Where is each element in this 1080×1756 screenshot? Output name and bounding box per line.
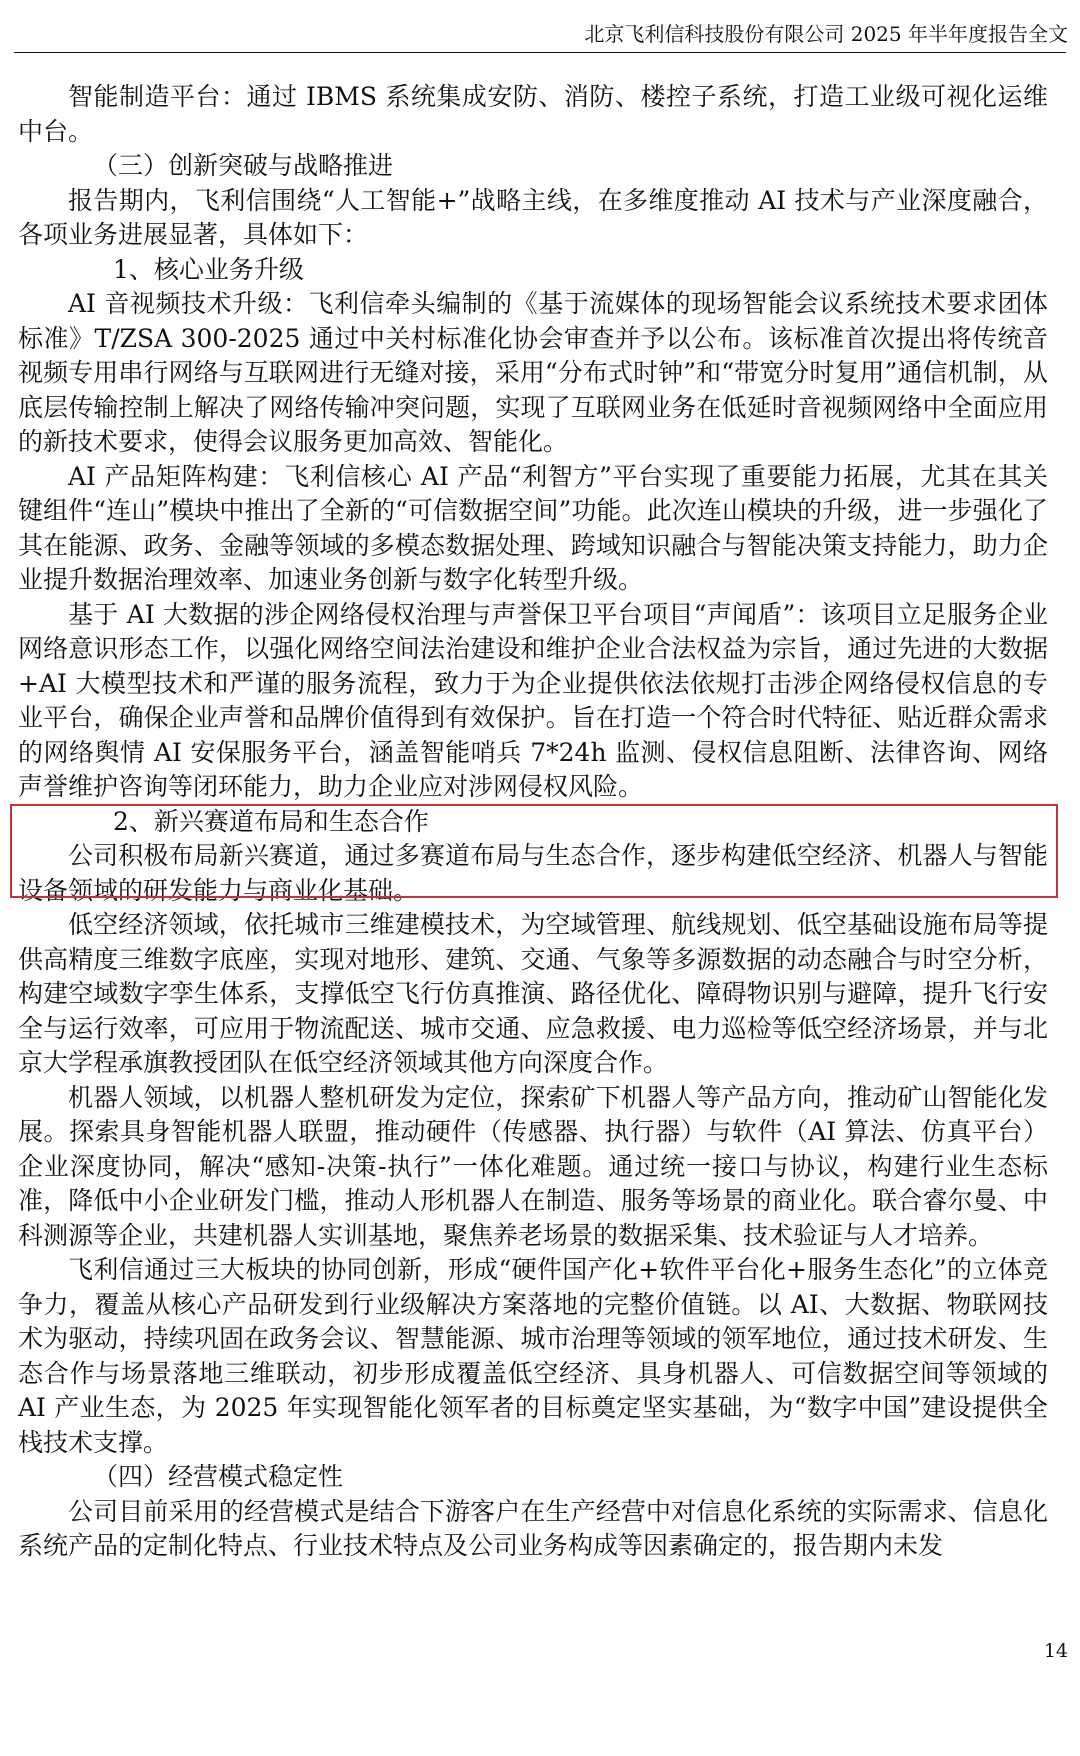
section-heading-innovation: （三）创新突破与战略推进 [93,151,394,180]
paragraph-manufacturing-platform: 智能制造平台：通过 IBMS 系统集成安防、消防、楼控子系统，打造工业级可视化运维中台。 [18,82,1048,146]
paragraph-synergy: 飞利信通过三大板块的协同创新，形成“硬件国产化+软件平台化+服务生态化”的立体竞争力，覆盖从核心产品研发到行业级解决方案落地的完整价值链。以 AI、大数据、物联网技术为驱动，持续巩固在政务会议、智慧能源、城市治理等领域的领军地位，通过技术研发、生态合作与场景落地三维联动，初步形成覆盖低空经济、具身机器人、可信数据空间等领域的 AI 产业生态，为 2025 年实现智能化领军者的目标奠定坚实基础，为“数字中国”建设提供全栈技术支撑。 [18,1255,1048,1457]
paragraph-ai-product-matrix: AI 产品矩阵构建：飞利信核心 AI 产品“利智方”平台实现了重要能力拓展，尤其在其关键组件“连山”模块中推出了全新的“可信数据空间”功能。此次连山模块的升级，进一步强化了其在能源、政务、金融等领域的多模态数据处理、跨域知识融合与智能决策支持能力，助力企业提升数据治理效率、加速业务创新与数字化转型升级。 [18,461,1048,594]
paragraph-low-altitude-economy: 低空经济领域，依托城市三维建模技术，为空域管理、航线规划、低空基础设施布局等提供高精度三维数字底座，实现对地形、建筑、交通、气象等多源数据的动态融合与时空分析，构建空域数字孪生体系，支撑低空飞行仿真推演、路径优化、障碍物识别与避障，提升飞行安全与运行效率，可应用于物流配送、城市交通、应急救援、电力巡检等低空经济场景，并与北京大学程承旗教授团队在低空经济领域其他方向深度合作。 [18,910,1048,1077]
subheading-emerging-tracks: 2、新兴赛道布局和生态合作 [113,806,429,836]
subheading-core-business: 1、核心业务升级 [113,254,304,284]
paragraph-business-model: 公司目前采用的经营模式是结合下游客户在生产经营中对信息化系统的实际需求、信息化系统产品的定制化特点、行业技术特点及公司业务构成等因素确定的，报告期内未发 [18,1496,1048,1560]
page-header-title: 北京飞利信科技股份有限公司 2025 年半年度报告全文 [584,22,1068,46]
paragraph-reputation-platform: 基于 AI 大数据的涉企网络侵权治理与声誉保卫平台项目“声闻盾”：该项目立足服务企业网络意识形态工作，以强化网络空间法治建设和维护企业合法权益为宗旨，通过先进的大数据+AI 大模型技术和严谨的服务流程，致力于为企业提供依法依规打击涉企网络侵权信息的专业平台，确保企业声誉和品牌价值得到有效保护。旨在打造一个符合时代特征、贴近群众需求的网络舆情 AI 安保服务平台，涵盖智能哨兵 7*24h 监测、侵权信息阻断、法律咨询、网络声誉维护咨询等闭环能力，助力企业应对涉网侵权风险。 [18,599,1048,801]
paragraph-av-technology: AI 音视频技术升级：飞利信牵头编制的《基于流媒体的现场智能会议系统技术要求团体标准》T/ZSA 300-2025 通过中关村标准化协会审查并予以公布。该标准首次提出将传统音视频专用串行网络与互联网进行无缝对接，采用“分布式时钟”和“带宽分时复用”通信机制，从底层传输控制上解决了网络传输冲突问题，实现了互联网业务在低延时音视频网络中全面应用的新技术要求，使得会议服务更加高效、智能化。 [18,289,1048,456]
section-heading-business-model: （四）经营模式稳定性 [93,1462,344,1491]
header-divider [14,52,1066,53]
paragraph-emerging-tracks-summary: 公司积极布局新兴赛道，通过多赛道布局与生态合作，逐步构建低空经济、机器人与智能设备领域的研发能力与商业化基础。 [18,841,1048,905]
document-body [18,80,1048,1564]
paragraph-robotics: 机器人领域，以机器人整机研发为定位，探索矿下机器人等产品方向，推动矿山智能化发展。探索具身智能机器人联盟，推动硬件（传感器、执行器）与软件（AI 算法、仿真平台）企业深度协同，解决“感知-决策-执行”一体化难题。通过统一接口与协议，构建行业生态标准，降低中小企业研发门槛，推动人形机器人在制造、服务等场景的商业化。联合睿尔曼、中科测源等企业，共建机器人实训基地，聚焦养老场景的数据采集、技术验证与人才培养。 [18,1082,1048,1250]
paragraph-ai-strategy-intro: 报告期内，飞利信围绕“人工智能+”战略主线，在多维度推动 AI 技术与产业深度融合，各项业务进展显著，具体如下： [18,185,1048,249]
page-number: 14 [1043,1640,1068,1662]
